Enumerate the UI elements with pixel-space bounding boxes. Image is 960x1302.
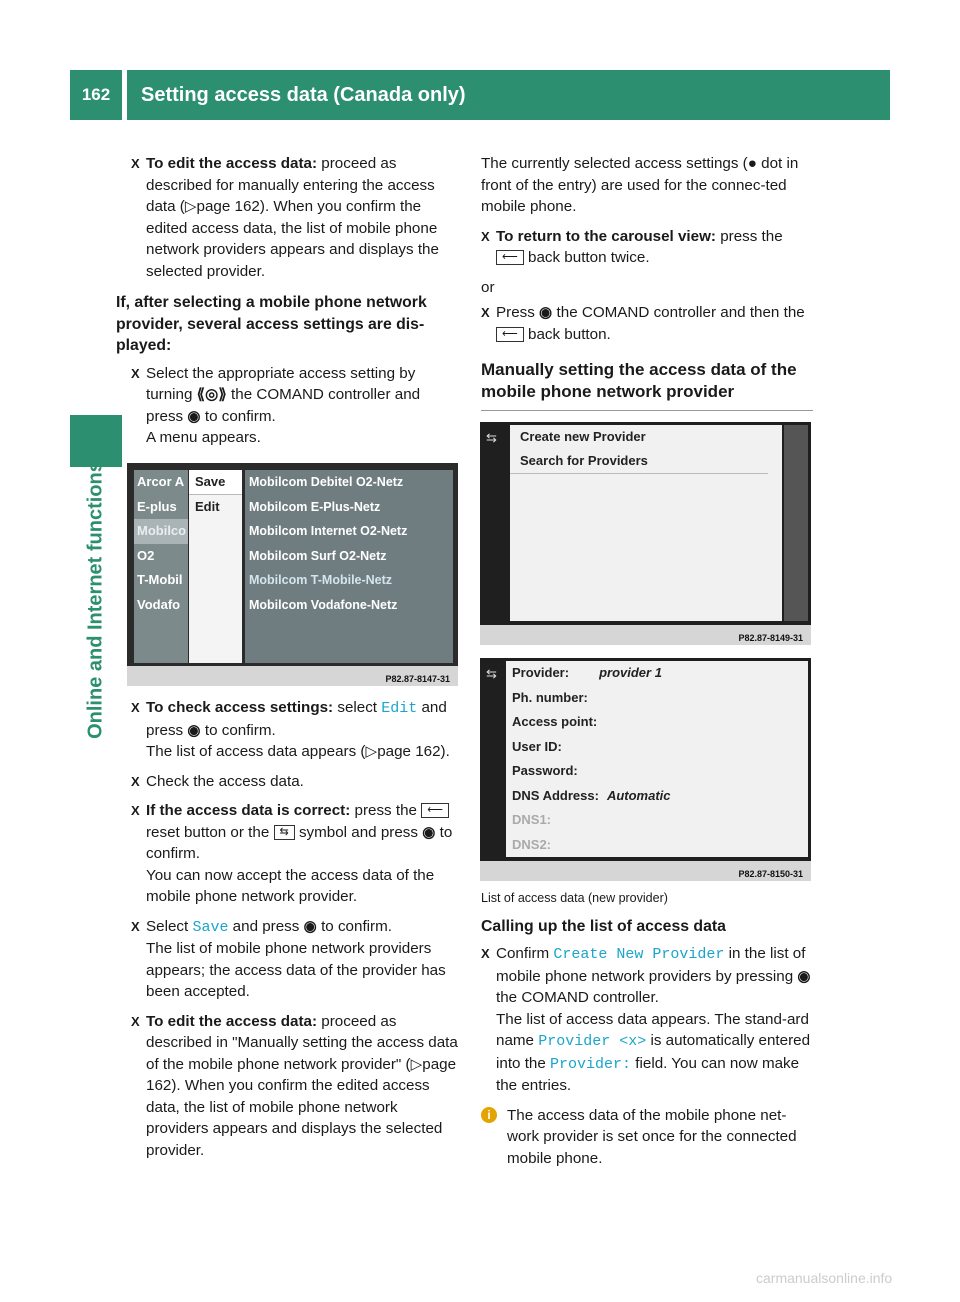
page-number: 162 — [70, 70, 122, 120]
step-edit-access: X To edit the access data: proceed as described for manually entering the access data (▷page 162). When you confirm the edited access data, the list of mobile phone network providers appears and displays the selected provider. — [131, 155, 439, 280]
subheading: Calling up the list of access data — [481, 917, 726, 935]
arrow-x-icon: X — [131, 156, 140, 171]
controller-press-icon: ◉ — [187, 407, 201, 425]
page-ref-icon: ▷ — [365, 743, 378, 760]
left-column — [116, 153, 461, 457]
page-link[interactable]: page 162 — [146, 1055, 457, 1094]
controller-press-icon: ◉ — [303, 917, 317, 935]
step-select-setting: X Select the appropriate access setting by turning ⟪◎⟫ the COMAND controller and press ◉ to confirm. A menu appears. — [131, 364, 421, 446]
menu-item-save[interactable]: Save — [189, 470, 242, 495]
arrow-x-icon: X — [131, 803, 140, 818]
left-column-lower — [131, 697, 461, 1169]
context-menu — [189, 470, 242, 663]
step-save: X Select Save and press ◉ to confirm. The list of mobile phone network providers appears; the access data of the provider has been accepted. — [131, 917, 446, 1000]
list-item: Mobilcom E-Plus-Netz — [249, 499, 381, 514]
arrow-x-icon: X — [131, 918, 140, 934]
field-dns2: DNS2: — [512, 836, 552, 852]
subheading: If, after selecting a mobile phone network provider, several access settings are dis-played: — [116, 294, 427, 354]
options-panel — [510, 425, 782, 621]
screenshot-access-data-list — [480, 658, 811, 881]
right-column — [481, 153, 813, 433]
back-icon[interactable]: ⇆ — [486, 666, 497, 681]
page-link[interactable]: page 162 — [196, 198, 260, 215]
controller-press-icon: ◉ — [797, 967, 811, 985]
section-label: Online and Internet functions — [84, 461, 107, 739]
arrow-x-icon: X — [131, 365, 140, 381]
footer-watermark: carmanualsonline.info — [756, 1270, 893, 1286]
controller-turn-icon: ⟪◎⟫ — [196, 386, 227, 403]
field-access-point[interactable]: Access point: — [512, 714, 598, 729]
arrow-x-icon: X — [481, 305, 490, 320]
arrow-x-icon: X — [131, 700, 140, 715]
field-password[interactable]: Password: — [512, 763, 578, 778]
info-note: i The access data of the mobile phone net-work provider is set once for the connected mobile phone. — [481, 1105, 813, 1170]
list-item: O2 — [137, 547, 155, 563]
provider-list-right — [245, 470, 453, 663]
list-item: Mobilcom Surf O2-Netz — [249, 548, 387, 563]
list-item: Mobilcom Debitel O2-Netz — [249, 475, 404, 489]
list-item: Arcor A — [137, 474, 185, 489]
step-check-data: X Check the access data. — [131, 771, 461, 793]
controller-press-icon: ◉ — [422, 823, 436, 841]
right-column-lower — [481, 888, 813, 1177]
list-item: T-Mobil — [137, 572, 183, 587]
arrow-x-icon: X — [131, 1013, 140, 1029]
menu-item-edit[interactable]: Edit — [195, 499, 220, 514]
page-link[interactable]: page 162 — [377, 743, 441, 760]
section-marker — [70, 415, 122, 467]
back-button-icon: ⟵ — [496, 250, 524, 265]
arrow-x-icon: X — [131, 773, 140, 789]
step-confirm-create: X Confirm Create New Provider in the list of mobile phone network providers by pressing ◉ the COMAND controller. The list of access data appears. The stand-ard name Provider <x> is automatically entered into the Provider: field. You can now make the entries. — [481, 945, 811, 1094]
info-icon: i — [481, 1107, 497, 1123]
list-item: Mobilco — [134, 519, 188, 544]
controller-press-icon: ◉ — [539, 304, 553, 321]
field-dns1: DNS1: — [512, 812, 552, 827]
page-ref-icon: ▷ — [410, 1055, 423, 1073]
side-panel — [784, 425, 808, 621]
or-text: or — [481, 278, 495, 296]
screenshot-provider-options — [480, 422, 811, 645]
paragraph: The currently selected access settings (● dot in front of the entry) are used for the connec-ted mobile phone. — [481, 155, 799, 215]
back-symbol-icon: ⇆ — [274, 825, 295, 840]
page-title: Setting access data (Canada only) — [127, 70, 890, 120]
section-heading: Manually setting the access data of the mobile phone network provider — [481, 359, 813, 411]
list-item: E-plus — [137, 498, 177, 514]
list-item: Mobilcom Internet O2-Netz — [249, 524, 408, 538]
provider-field[interactable]: Provider: provider 1 — [512, 665, 662, 680]
list-item: Mobilcom Vodafone-Netz — [249, 597, 398, 612]
field-dns-address[interactable]: DNS Address: Automatic — [512, 787, 671, 803]
back-icon[interactable]: ⇆ — [486, 430, 497, 445]
screenshot-access-menu — [127, 463, 458, 686]
page-ref-icon: ▷ — [184, 198, 197, 215]
step-edit-access-2: X To edit the access data: proceed as described in "Manually setting the access data of the mobile phone network provider" (▷page 162). When you confirm the edited access data, the list of mobile phone network providers appears and displays the selected provider. — [131, 1012, 458, 1159]
arrow-x-icon: X — [481, 228, 490, 244]
controller-press-icon: ◉ — [187, 721, 201, 739]
field-user-id[interactable]: User ID: — [512, 738, 562, 754]
step-return-carousel: X To return to the carousel view: press the ⟵ back button twice. — [481, 227, 783, 266]
back-button-icon: ⟵ — [496, 327, 524, 342]
figure-code: P82.87-8150-31 — [738, 869, 803, 879]
menu-item-search-providers[interactable]: Search for Providers — [510, 449, 768, 474]
step-data-correct: X If the access data is correct: press the ⟵ reset button or the ⇆ symbol and press ◉ to confirm. You can now accept the access data of the mobile phone network provider. — [131, 802, 453, 905]
figure-code: P82.87-8147-31 — [385, 674, 450, 684]
menu-item-create-provider[interactable]: Create new Provider — [520, 429, 646, 444]
back-button-icon: ⟵ — [421, 803, 449, 818]
arrow-x-icon: X — [481, 946, 490, 961]
field-phone-number[interactable]: Ph. number: — [512, 689, 588, 705]
step-press-back: X Press ◉ the COMAND controller and then the ⟵ back button. — [481, 304, 805, 343]
access-data-panel — [506, 661, 808, 857]
figure-code: P82.87-8149-31 — [738, 633, 803, 643]
list-item: Mobilcom T-Mobile-Netz — [249, 573, 393, 587]
provider-list-left — [134, 470, 188, 663]
figure-caption: List of access data (new provider) — [481, 891, 668, 905]
step-check-settings: X To check access settings: select Edit and press ◉ to confirm. The list of access data appears (▷page 162). — [131, 699, 450, 760]
list-item: Vodafo — [137, 596, 181, 612]
